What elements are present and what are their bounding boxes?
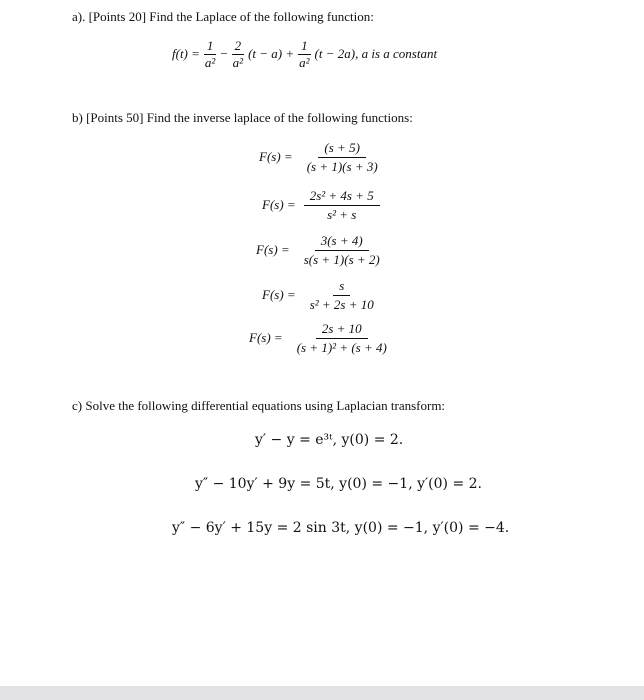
fraction-denominator: (s + 1)² + (s + 4) (296, 339, 387, 355)
part-a-equation (172, 36, 437, 72)
fraction-denominator: (s + 1)(s + 3) (306, 158, 378, 174)
term-3: (t − 2a), a is a constant (314, 46, 438, 61)
part-b-equation-2 (262, 185, 382, 225)
fraction-numerator: 2 (232, 39, 245, 55)
fraction-denominator: a² (299, 54, 310, 70)
fraction-denominator: a² (232, 54, 244, 70)
fraction-2 (230, 39, 246, 70)
equation-lhs: F(s) = (259, 149, 293, 164)
part-b-equation-3 (256, 230, 388, 270)
part-c-equation-1: y′ − y = e³ᵗ, y(0) = 2. (255, 432, 404, 448)
fraction-denominator: s(s + 1)(s + 2) (303, 251, 380, 267)
fraction-denominator: a² (204, 54, 216, 70)
part-c-equation-2: y″ − 10y′ + 9y = 5t, y(0) = −1, y′(0) = 2. (195, 476, 482, 492)
fraction-numerator: 1 (204, 39, 217, 55)
fraction-numerator: 1 (298, 39, 311, 55)
equation-fraction (304, 279, 380, 312)
fraction-denominator: s² + 2s + 10 (309, 296, 374, 312)
term-2: (t − a) + (248, 46, 295, 61)
part-c-heading: c) Solve the following differential equations using Laplacian transform: (72, 398, 446, 413)
fraction-numerator: 2s + 10 (316, 322, 368, 339)
equation-fraction (291, 322, 393, 355)
part-b-equation-5 (249, 318, 395, 358)
minus-sign: − (220, 46, 228, 61)
part-b-equation-1 (259, 137, 386, 177)
fraction-numerator: 2s² + 4s + 5 (304, 189, 380, 206)
part-a-heading: a). [Points 20] Find the Laplace of the following function: (72, 9, 374, 24)
part-b-equation-4 (262, 275, 382, 315)
function-lhs: f(t) = (172, 46, 200, 61)
fraction-denominator: s² + s (327, 206, 357, 222)
equation-fraction (298, 234, 386, 267)
fraction-numerator: (s + 5) (318, 141, 366, 158)
fraction-numerator: 3(s + 4) (315, 234, 369, 251)
fraction-3 (296, 39, 312, 70)
part-b-heading: b) [Points 50] Find the inverse laplace of the following functions: (72, 110, 413, 125)
equation-fraction (301, 141, 384, 174)
fraction-1 (202, 39, 218, 70)
equation-lhs: F(s) = (262, 287, 296, 302)
equation-lhs: F(s) = (262, 197, 296, 212)
bottom-scroll-bar (0, 686, 644, 700)
part-c-equation-3: y″ − 6y′ + 15y = 2 sin 3t, y(0) = −1, y′(0) = −4. (172, 520, 510, 536)
equation-lhs: F(s) = (249, 330, 283, 345)
equation-fraction (304, 189, 380, 222)
equation-lhs: F(s) = (256, 242, 290, 257)
fraction-numerator: s (333, 279, 350, 296)
